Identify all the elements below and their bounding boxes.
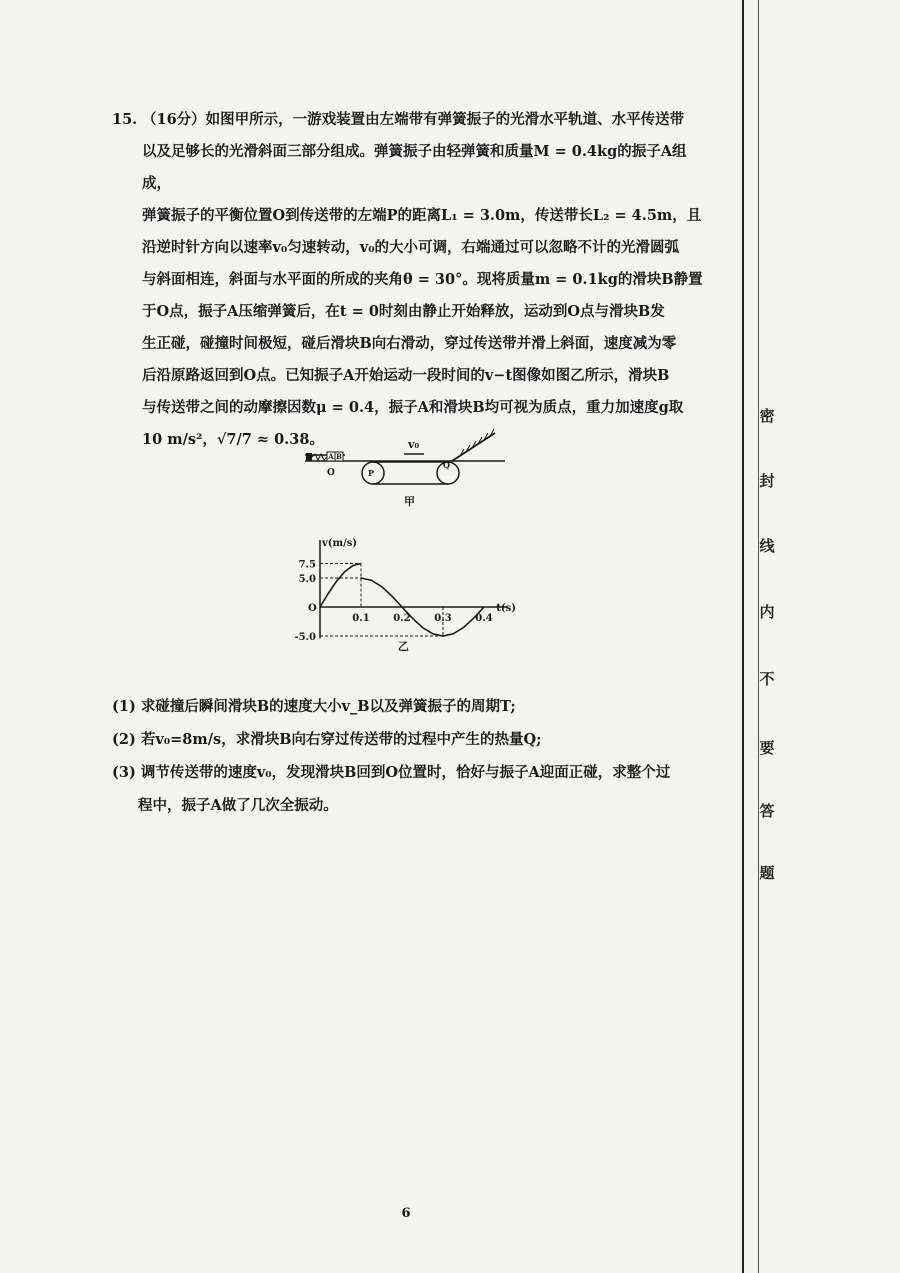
- label-b: B: [336, 452, 342, 461]
- question-item: [112, 690, 712, 723]
- seal-char: 内: [759, 603, 775, 621]
- figure-jia-caption: 甲: [404, 495, 415, 508]
- origin-label: O: [308, 603, 317, 614]
- question-list: [112, 690, 712, 822]
- series-line-1: [320, 564, 361, 608]
- question-item: [112, 723, 712, 756]
- figure-jia-diagram: [300, 425, 510, 520]
- page-number: 6: [401, 1206, 411, 1221]
- binding-line-inner: [758, 0, 759, 1273]
- y-tick-label: -5.0: [294, 632, 316, 643]
- question-text: 程中，振子A做了几次全振动。: [138, 797, 338, 814]
- y-axis-label: v(m/s): [322, 538, 358, 549]
- figure-yi-caption: 乙: [397, 640, 409, 653]
- wall-block: [306, 453, 312, 461]
- problem-line: 沿逆时针方向以速率v₀匀速转动，v₀的大小可调，右端通过可以忽略不计的光滑圆弧: [142, 239, 680, 256]
- seal-char: 题: [759, 864, 775, 882]
- problem-line: 与斜面相连，斜面与水平面的所成的夹角θ = 30°。现将质量m = 0.1kg的滑块B静置: [142, 271, 703, 288]
- problem-line: 于O点，振子A压缩弹簧后，在t = 0时刻由静止开始释放，运动到O点与滑块B发: [142, 303, 665, 320]
- question-label: (3): [112, 764, 136, 781]
- x-tick-label: 0.3: [434, 613, 452, 624]
- seal-char: 线: [759, 537, 775, 555]
- seal-char: 要: [759, 739, 775, 757]
- problem-statement: [112, 104, 712, 456]
- x-axis-label: t(s): [496, 603, 517, 614]
- problem-line: 以及足够长的光滑斜面三部分组成。弹簧振子由轻弹簧和质量M = 0.4kg的振子A组成，: [142, 143, 687, 192]
- question-text: 若v₀=8m/s，求滑块B向右穿过传送带的过程中产生的热量Q;: [140, 731, 542, 748]
- problem-line: （16分）如图甲所示，一游戏装置由左端带有弹簧振子的光滑水平轨道、水平传送带: [142, 111, 685, 128]
- problem-line: 与传送带之间的动摩擦因数μ = 0.4，振子A和滑块B均可视为质点，重力加速度g取: [142, 399, 684, 416]
- chart-marks: [320, 564, 484, 637]
- problem-line: 后沿原路返回到O点。已知振子A开始运动一段时间的v−t图像如图乙所示，滑块B: [142, 367, 670, 384]
- question-label: (1): [112, 698, 136, 715]
- figure-yi-vt-chart: [280, 532, 540, 667]
- binding-line: [742, 0, 744, 1273]
- label-a: A: [328, 452, 334, 461]
- seal-char: 密: [759, 407, 775, 425]
- incline-line: [452, 433, 495, 461]
- label-o: O: [327, 468, 335, 478]
- y-tick-label: 5.0: [298, 574, 316, 585]
- seal-char: 封: [759, 472, 775, 490]
- question-label: (2): [112, 731, 136, 748]
- label-q: Q: [443, 460, 450, 470]
- x-tick-label: 0.2: [393, 613, 411, 624]
- problem-line: 生正碰，碰撞时间极短，碰后滑块B向右滑动，穿过传送带并滑上斜面，速度减为零: [142, 335, 677, 352]
- problem-line: 10 m/s²，√7/7 ≈ 0.38。: [142, 431, 324, 448]
- label-p: P: [368, 468, 375, 478]
- label-v0: v₀: [408, 438, 420, 451]
- question-text: 调节传送带的速度v₀，发现滑块B回到O位置时，恰好与振子A迎面正碰，求整个过: [140, 764, 671, 781]
- problem-number: 15.: [112, 111, 138, 128]
- seal-char: 答: [759, 802, 775, 820]
- question-item: [112, 789, 712, 822]
- problem-line: 弹簧振子的平衡位置O到传送带的左端P的距离L₁ = 3.0m，传送带长L₂ = 4.5m，且: [142, 207, 702, 224]
- x-tick-label: 0.4: [475, 613, 493, 624]
- x-tick-label: 0.1: [352, 613, 370, 624]
- seal-char: 不: [759, 670, 775, 688]
- question-text: 求碰撞后瞬间滑块B的速度大小v_B以及弹簧振子的周期T;: [140, 698, 516, 715]
- y-tick-label: 7.5: [298, 559, 316, 571]
- question-item: [112, 756, 712, 789]
